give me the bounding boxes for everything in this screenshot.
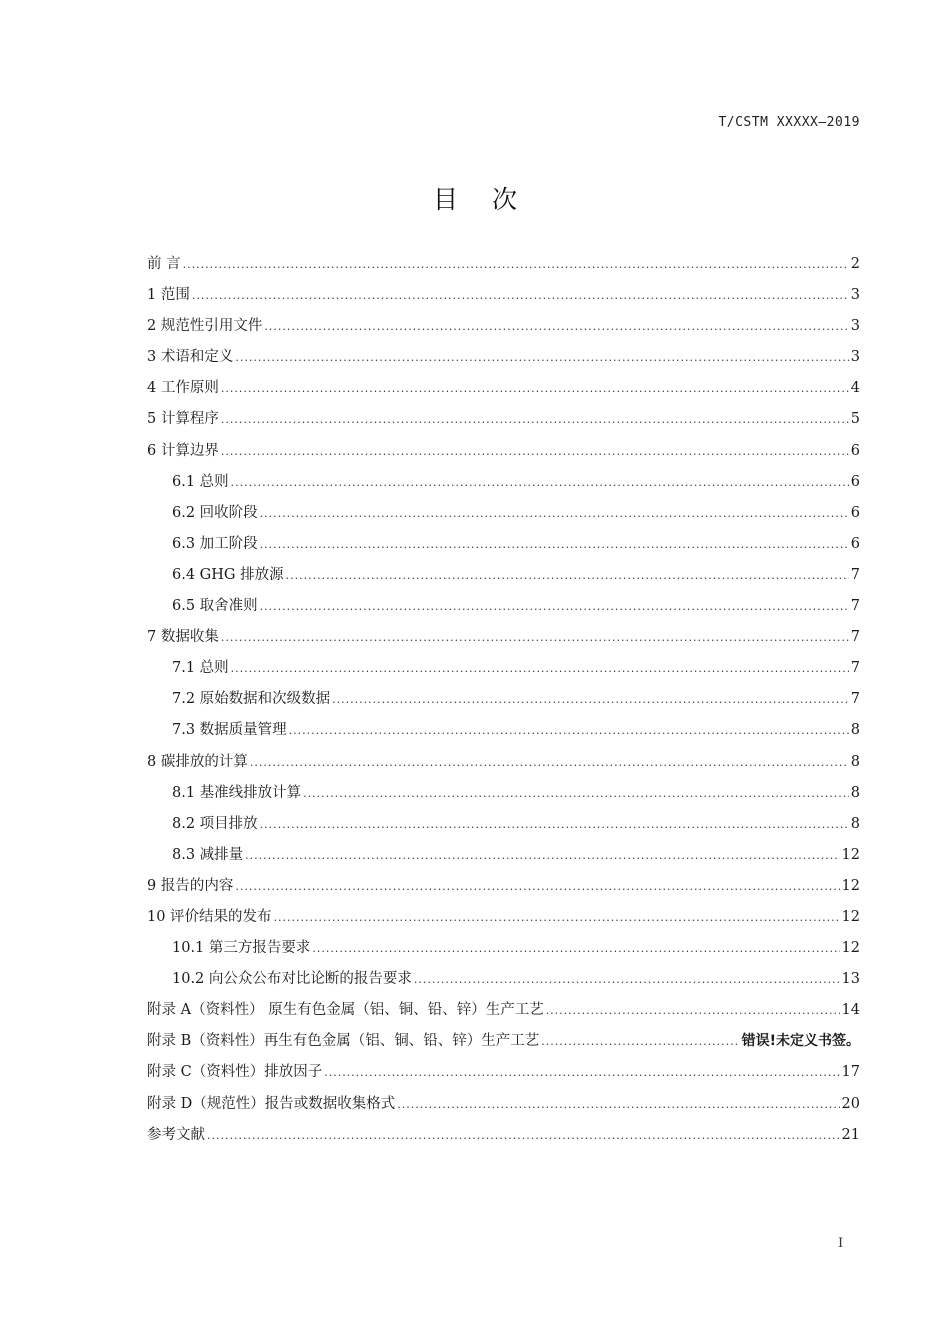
toc-entry-label: 9 报告的内容 bbox=[147, 877, 234, 894]
toc-entry-label: 6.4 GHG 排放源 bbox=[172, 566, 284, 583]
toc-entry[interactable] bbox=[147, 591, 860, 622]
toc-entry-label: 2 规范性引用文件 bbox=[147, 318, 263, 335]
toc-entry-label: 前 言 bbox=[147, 256, 181, 272]
dot-leader bbox=[245, 840, 839, 871]
toc-entry-page: 12 bbox=[841, 877, 860, 894]
dot-leader bbox=[260, 498, 849, 529]
toc-entry[interactable] bbox=[147, 280, 860, 311]
table-of-contents bbox=[147, 249, 860, 1151]
dot-leader bbox=[207, 1120, 840, 1151]
toc-entry-label: 8 碳排放的计算 bbox=[147, 753, 248, 770]
dot-leader bbox=[235, 871, 839, 902]
toc-entry-page: 6 bbox=[850, 504, 860, 521]
dot-leader bbox=[332, 684, 849, 715]
dot-leader bbox=[192, 280, 849, 311]
toc-entry-page: 20 bbox=[841, 1095, 860, 1112]
dot-leader bbox=[221, 404, 849, 435]
dot-leader bbox=[286, 560, 849, 591]
toc-entry-page: 12 bbox=[841, 940, 860, 957]
toc-entry[interactable] bbox=[147, 404, 860, 435]
toc-entry-label: 8.1 基准线排放计算 bbox=[172, 784, 302, 801]
toc-entry-label: 附录 C（资料性）排放因子 bbox=[147, 1064, 323, 1081]
toc-entry[interactable] bbox=[147, 467, 860, 498]
dot-leader bbox=[260, 591, 849, 622]
toc-entry-error: 错误!未定义书签。 bbox=[741, 1033, 860, 1050]
toc-entry-page: 8 bbox=[850, 815, 860, 832]
toc-entry-page: 4 bbox=[850, 380, 860, 397]
dot-leader bbox=[231, 467, 849, 498]
toc-entry[interactable] bbox=[147, 311, 860, 342]
dot-leader bbox=[324, 1057, 839, 1088]
toc-entry[interactable] bbox=[147, 871, 860, 902]
toc-entry[interactable] bbox=[147, 560, 860, 591]
dot-leader bbox=[235, 342, 848, 373]
toc-entry[interactable] bbox=[147, 995, 860, 1026]
toc-entry-page: 3 bbox=[850, 349, 860, 366]
toc-entry-page: 7 bbox=[850, 629, 860, 646]
dot-leader bbox=[312, 933, 839, 964]
toc-entry-label: 10 评价结果的发布 bbox=[147, 908, 272, 925]
toc-entry[interactable] bbox=[147, 809, 860, 840]
toc-entry-page: 7 bbox=[850, 660, 860, 677]
toc-entry-label: 1 范围 bbox=[147, 287, 190, 304]
dot-leader bbox=[541, 1026, 739, 1057]
toc-entry[interactable] bbox=[147, 747, 860, 778]
dot-leader bbox=[414, 964, 840, 995]
toc-entry-page: 3 bbox=[850, 318, 860, 335]
dot-leader bbox=[221, 436, 849, 467]
toc-entry-label: 6.3 加工阶段 bbox=[172, 535, 258, 552]
toc-entry-label: 7.3 数据质量管理 bbox=[172, 722, 287, 739]
dot-leader bbox=[260, 529, 849, 560]
toc-entry-label: 3 术语和定义 bbox=[147, 349, 234, 366]
toc-entry-label: 参考文献 bbox=[147, 1126, 205, 1143]
dot-leader bbox=[303, 778, 849, 809]
toc-entry-page: 8 bbox=[850, 753, 860, 770]
dot-leader bbox=[260, 809, 849, 840]
toc-entry-label: 10.2 向公众公布对比论断的报告要求 bbox=[172, 971, 412, 988]
toc-entry-page: 6 bbox=[850, 535, 860, 552]
toc-entry[interactable] bbox=[147, 684, 860, 715]
toc-entry-label: 8.3 减排量 bbox=[172, 846, 244, 863]
toc-entry-page: 7 bbox=[850, 598, 860, 615]
toc-entry-page: 6 bbox=[850, 442, 860, 459]
toc-entry-label: 4 工作原则 bbox=[147, 380, 219, 397]
toc-entry[interactable] bbox=[147, 902, 860, 933]
dot-leader bbox=[397, 1089, 839, 1120]
toc-entry-page: 21 bbox=[841, 1126, 860, 1143]
toc-entry-page: 8 bbox=[850, 722, 860, 739]
toc-entry[interactable] bbox=[147, 653, 860, 684]
toc-entry-label: 附录 A（资料性） 原生有色金属（铝、铜、铅、锌）生产工艺 bbox=[147, 1002, 544, 1019]
toc-entry-label: 6.1 总则 bbox=[172, 473, 229, 490]
toc-entry-page: 6 bbox=[850, 473, 860, 490]
toc-entry[interactable] bbox=[147, 622, 860, 653]
toc-entry-page: 5 bbox=[850, 411, 860, 428]
toc-entry-page: 13 bbox=[841, 971, 860, 988]
toc-entry[interactable] bbox=[147, 1057, 860, 1088]
toc-entry-page: 7 bbox=[850, 566, 860, 583]
toc-entry[interactable] bbox=[147, 436, 860, 467]
toc-entry[interactable] bbox=[147, 1089, 860, 1120]
dot-leader bbox=[221, 373, 849, 404]
toc-entry[interactable] bbox=[147, 964, 860, 995]
dot-leader bbox=[274, 902, 840, 933]
toc-entry[interactable] bbox=[147, 373, 860, 404]
document-code: T/CSTM XXXXX—2019 bbox=[718, 115, 860, 130]
toc-entry[interactable] bbox=[147, 933, 860, 964]
toc-entry[interactable] bbox=[147, 498, 860, 529]
toc-entry[interactable] bbox=[147, 715, 860, 746]
toc-entry[interactable] bbox=[147, 1120, 860, 1151]
toc-entry-label: 5 计算程序 bbox=[147, 411, 219, 428]
toc-entry-label: 7 数据收集 bbox=[147, 629, 219, 646]
dot-leader bbox=[546, 995, 840, 1026]
toc-entry[interactable] bbox=[147, 342, 860, 373]
toc-entry-label: 8.2 项目排放 bbox=[172, 815, 258, 832]
dot-leader bbox=[183, 249, 849, 280]
toc-entry-label: 附录 B（资料性）再生有色金属（铝、铜、铅、锌）生产工艺 bbox=[147, 1033, 540, 1050]
toc-entry-label: 附录 D（规范性）报告或数据收集格式 bbox=[147, 1095, 396, 1112]
dot-leader bbox=[250, 747, 849, 778]
toc-entry-page: 2 bbox=[850, 256, 860, 272]
toc-title: 目次 bbox=[432, 185, 551, 214]
dot-leader bbox=[221, 622, 849, 653]
toc-entry-page: 14 bbox=[841, 1002, 860, 1019]
toc-entry[interactable] bbox=[147, 840, 860, 871]
toc-entry-page: 7 bbox=[850, 691, 860, 708]
toc-entry[interactable] bbox=[147, 249, 860, 280]
toc-entry[interactable] bbox=[147, 1026, 860, 1057]
dot-leader bbox=[231, 653, 849, 684]
toc-entry-page: 12 bbox=[841, 908, 860, 925]
toc-entry[interactable] bbox=[147, 778, 860, 809]
dot-leader bbox=[289, 715, 849, 746]
page-number: I bbox=[838, 1236, 844, 1251]
toc-entry-label: 7.1 总则 bbox=[172, 660, 229, 677]
toc-entry-label: 6.5 取舍准则 bbox=[172, 598, 258, 615]
toc-entry-page: 12 bbox=[841, 846, 860, 863]
toc-entry[interactable] bbox=[147, 529, 860, 560]
toc-entry-page: 3 bbox=[850, 287, 860, 304]
toc-entry-label: 7.2 原始数据和次级数据 bbox=[172, 691, 331, 708]
toc-entry-page: 8 bbox=[850, 784, 860, 801]
dot-leader bbox=[264, 311, 848, 342]
toc-entry-page: 17 bbox=[841, 1064, 860, 1081]
toc-entry-label: 10.1 第三方报告要求 bbox=[172, 940, 311, 957]
toc-entry-label: 6.2 回收阶段 bbox=[172, 504, 258, 521]
toc-entry-label: 6 计算边界 bbox=[147, 442, 219, 459]
